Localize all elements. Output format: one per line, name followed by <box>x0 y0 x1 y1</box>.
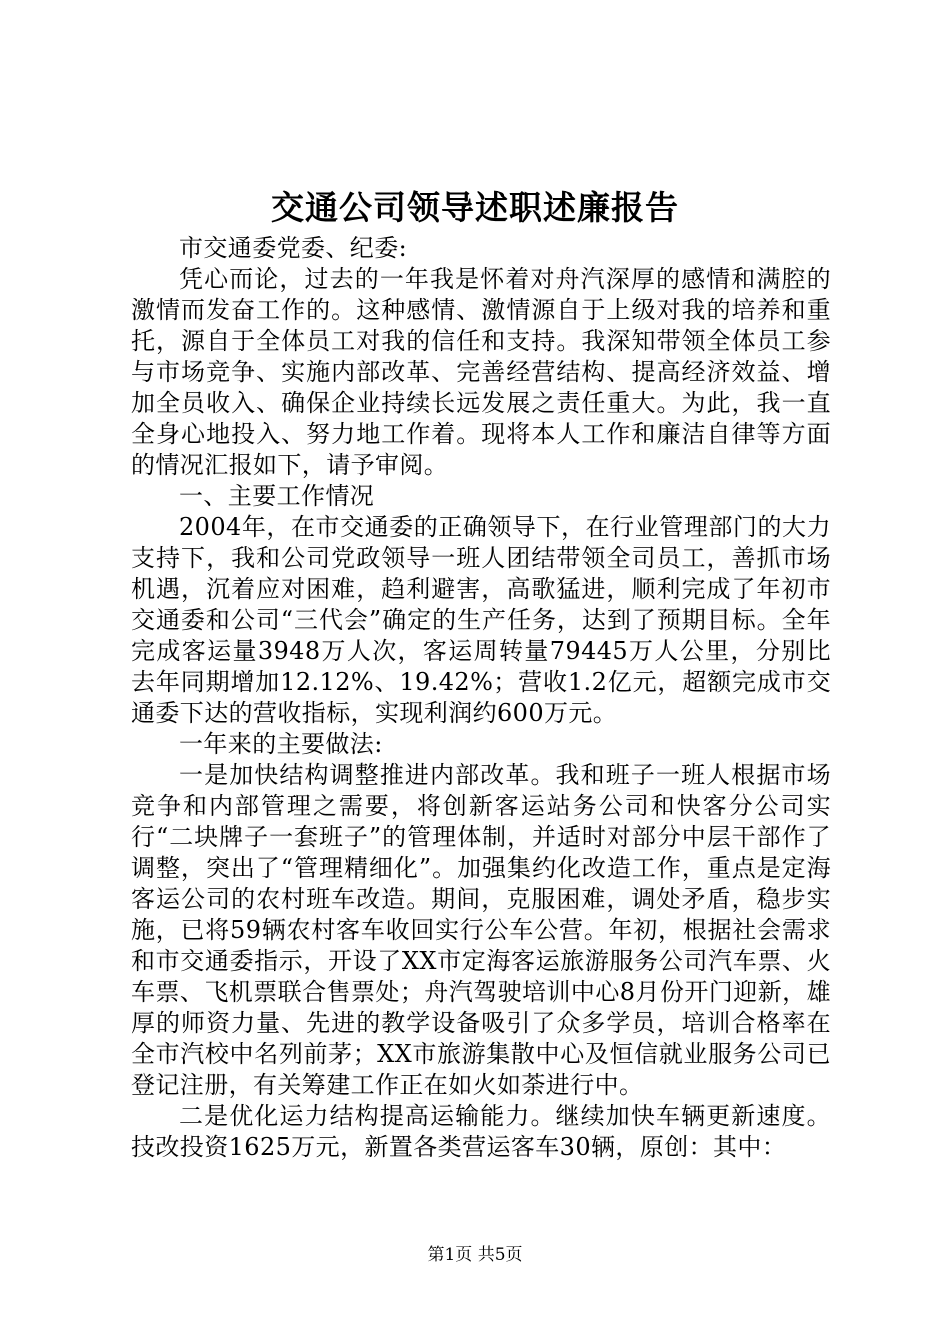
page-number-footer: 第1页 共5页 <box>427 1245 523 1265</box>
work-summary-paragraph: 2004年，在市交通委的正确领导下，在行业管理部门的大力支持下，我和公司党政领导一班人团结带领全司员工，善抓市场机遇，沉着应对困难，趋利避害，高歌猛进，顺利完成了年初市交通委和公司“三代会”确定的生产任务，达到了预期目标。全年完成客运量3948万人次，客运周转量79445万人公里，分别比去年同期增加12.12%、19.42%；营收1.2亿元，超额完成市交通委下达的营收指标，实现利润约600万元。 <box>131 513 831 727</box>
intro-paragraph: 凭心而论，过去的一年我是怀着对舟汽深厚的感情和满腔的激情而发奋工作的。这种感情、激情源自于上级对我的培养和重托，源自于全体员工对我的信任和支持。我深知带领全体员工参与市场竞争、实施内部改革、完善经营结构、提高经济效益、增加全员收入、确保企业持续长远发展之责任重大。为此，我一直全身心地投入、努力地工作着。现将本人工作和廉洁自律等方面的情况汇报如下，请予审阅。 <box>131 265 831 479</box>
document-body <box>131 233 831 1163</box>
section-heading: 一、主要工作情况 <box>179 482 375 510</box>
reform-paragraph: 一是加快结构调整推进内部改革。我和班子一班人根据市场竞争和内部管理之需要，将创新客运站务公司和快客分公司实行“二块牌子一套班子”的管理体制，并适时对部分中层干部作了调整，突出了“管理精细化”。加强集约化改造工作，重点是定海客运公司的农村班车改造。期间，克服困难，调处矛盾，稳步实施，已将59辆农村客车收回实行公车公营。年初，根据社会需求和市交通委指示，开设了XX市定海客运旅游服务公司汽车票、火车票、飞机票联合售票处；舟汽驾驶培训中心8月份开门迎新，雄厚的师资力量、先进的教学设备吸引了众多学员，培训合格率在全市汽校中名列前茅；XX市旅游集散中心及恒信就业服务公司已登记注册，有关筹建工作正在如火如荼进行中。 <box>131 761 831 1099</box>
salutation: 市交通委党委、纪委: <box>179 234 408 262</box>
capacity-paragraph: 二是优化运力结构提高运输能力。继续加快车辆更新速度。技改投资1625万元，新置各类营运客车30辆，原创：其中： <box>131 1102 831 1161</box>
document-title: 交通公司领导述职述廉报告 <box>271 188 679 227</box>
subheading: 一年来的主要做法: <box>179 730 383 758</box>
